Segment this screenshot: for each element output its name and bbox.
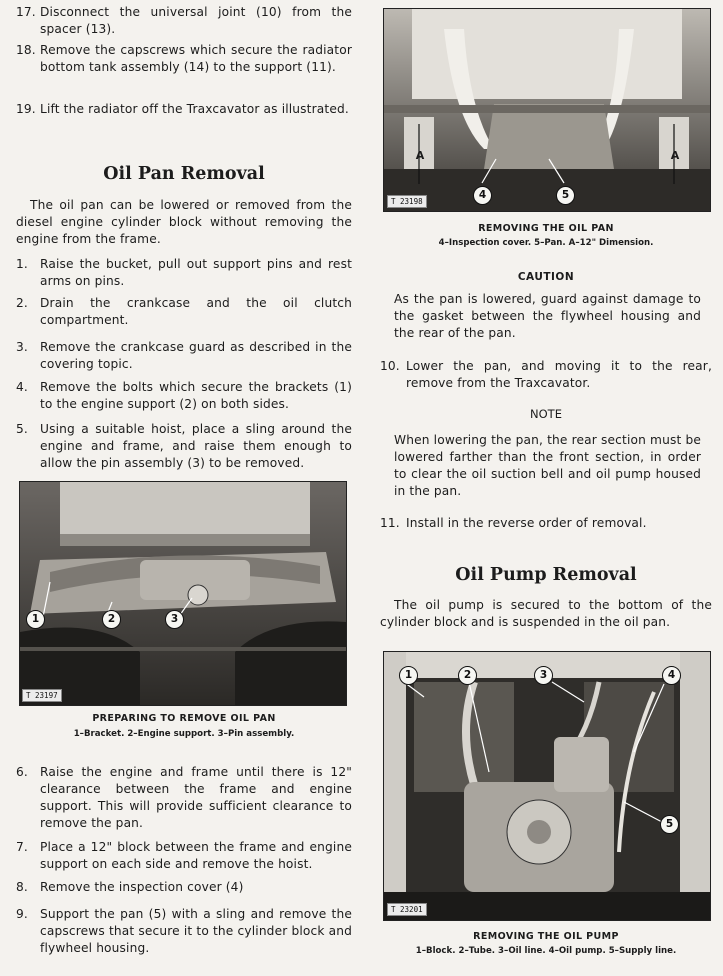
step-text: Remove the inspection cover (4) (40, 880, 244, 894)
step-19 (16, 101, 352, 118)
step-text: Place a 12" block between the frame and engine support on each side and remove the hoist. (40, 840, 352, 871)
step-6 (16, 764, 352, 832)
step-number: 5. (16, 422, 28, 436)
engine-frame-illustration (20, 482, 346, 705)
step-text: Disconnect the universal joint (10) from the spacer (13). (40, 5, 352, 36)
step-text: Install in the reverse order of removal. (406, 516, 647, 530)
step-7 (16, 839, 352, 873)
step-number: 18. (16, 43, 36, 57)
step-18 (16, 42, 352, 76)
figure-caption-legend: 4–Inspection cover. 5–Pan. A–12" Dimension. (438, 238, 654, 248)
step-text: Remove the bolts which secure the brackets (1) to the engine support (2) on both sides. (40, 380, 352, 411)
step-9 (16, 906, 352, 957)
callout-4: 4 (662, 666, 681, 685)
figure-caption-title: PREPARING TO REMOVE OIL PAN (92, 713, 276, 724)
step-5 (16, 421, 352, 472)
oil-pump-illustration (384, 652, 710, 920)
step-number: 10. (380, 359, 400, 373)
oil-pan-illustration (384, 9, 710, 211)
oil-pump-intro: The oil pump is secured to the bottom of the cylinder block and is suspended in the oil pan. (380, 598, 712, 629)
step-number: 17. (16, 5, 36, 19)
callout-3: 3 (165, 610, 184, 629)
note-text: When lowering the pan, the rear section must be lowered farther than the front section, in order to clear the oil suction bell and oil pump housed in the pan. (394, 433, 701, 498)
figure-caption-title: REMOVING THE OIL PUMP (473, 931, 619, 942)
step-number: 19. (16, 102, 36, 116)
figure-caption-legend: 1–Bracket. 2–Engine support. 3–Pin assembly. (73, 729, 295, 739)
step-number: 8. (16, 880, 28, 894)
photo-preparing-oil-pan (19, 481, 347, 706)
step-text: Lift the radiator off the Traxcavator as illustrated. (40, 102, 349, 116)
step-11 (380, 515, 712, 532)
oil-pan-intro: The oil pan can be lowered or removed from the diesel engine cylinder block without removing the engine from the frame. (16, 198, 352, 246)
heading-oil-pump-removal: Oil Pump Removal (455, 565, 637, 585)
step-3 (16, 339, 352, 373)
callout-5: 5 (660, 815, 679, 834)
figure-caption-legend: 1–Block. 2–Tube. 3–Oil line. 4–Oil pump. 5–Supply line. (415, 946, 677, 956)
step-text: Raise the bucket, pull out support pins and rest arms on pins. (40, 257, 352, 288)
step-text: Lower the pan, and moving it to the rear, remove from the Traxcavator. (406, 359, 712, 390)
note-label: NOTE (530, 407, 562, 421)
callout-3: 3 (534, 666, 553, 685)
step-10 (380, 358, 712, 392)
step-1 (16, 256, 352, 290)
photo-removing-oil-pump (383, 651, 711, 921)
step-text: Using a suitable hoist, place a sling around the engine and frame, and raise them enough to allow the pin assembly (3) to be removed. (40, 422, 352, 470)
callout-1: 1 (399, 666, 418, 685)
callout-2: 2 (458, 666, 477, 685)
figure-caption-title: REMOVING THE OIL PAN (478, 223, 614, 234)
step-number: 3. (16, 340, 28, 354)
callout-2: 2 (102, 610, 121, 629)
step-number: 4. (16, 380, 28, 394)
step-8 (16, 879, 352, 896)
photo-removing-oil-pan (383, 8, 711, 212)
heading-oil-pan-removal: Oil Pan Removal (103, 164, 265, 184)
step-number: 6. (16, 765, 28, 779)
step-number: 9. (16, 907, 28, 921)
photo-code: T 23201 (387, 903, 427, 916)
caution-label: CAUTION (517, 271, 575, 283)
step-text: Drain the crankcase and the oil clutch compartment. (40, 296, 352, 327)
step-text: Raise the engine and frame until there is 12" clearance between the frame and engine support. This will provide sufficient clearance to remove the pan. (40, 765, 352, 830)
step-text: Remove the capscrews which secure the radiator bottom tank assembly (14) to the support (11). (40, 43, 352, 74)
callout-1: 1 (26, 610, 45, 629)
dimension-label-right: A (670, 149, 680, 162)
callout-4: 4 (473, 186, 492, 205)
step-number: 1. (16, 257, 28, 271)
step-4 (16, 379, 352, 413)
dimension-label-left: A (415, 149, 425, 162)
callout-5: 5 (556, 186, 575, 205)
step-text: Support the pan (5) with a sling and remove the capscrews that secure it to the cylinder block and flywheel housing. (40, 907, 352, 955)
step-text: Remove the crankcase guard as described in the covering topic. (40, 340, 352, 371)
step-number: 7. (16, 840, 28, 854)
caution-text: As the pan is lowered, guard against damage to the gasket between the flywheel housing and the rear of the pan. (394, 292, 701, 340)
step-number: 2. (16, 296, 28, 310)
step-2 (16, 295, 352, 329)
photo-code: T 23197 (22, 689, 62, 702)
photo-code: T 23198 (387, 195, 427, 208)
step-number: 11. (380, 516, 400, 530)
step-17 (16, 4, 352, 38)
